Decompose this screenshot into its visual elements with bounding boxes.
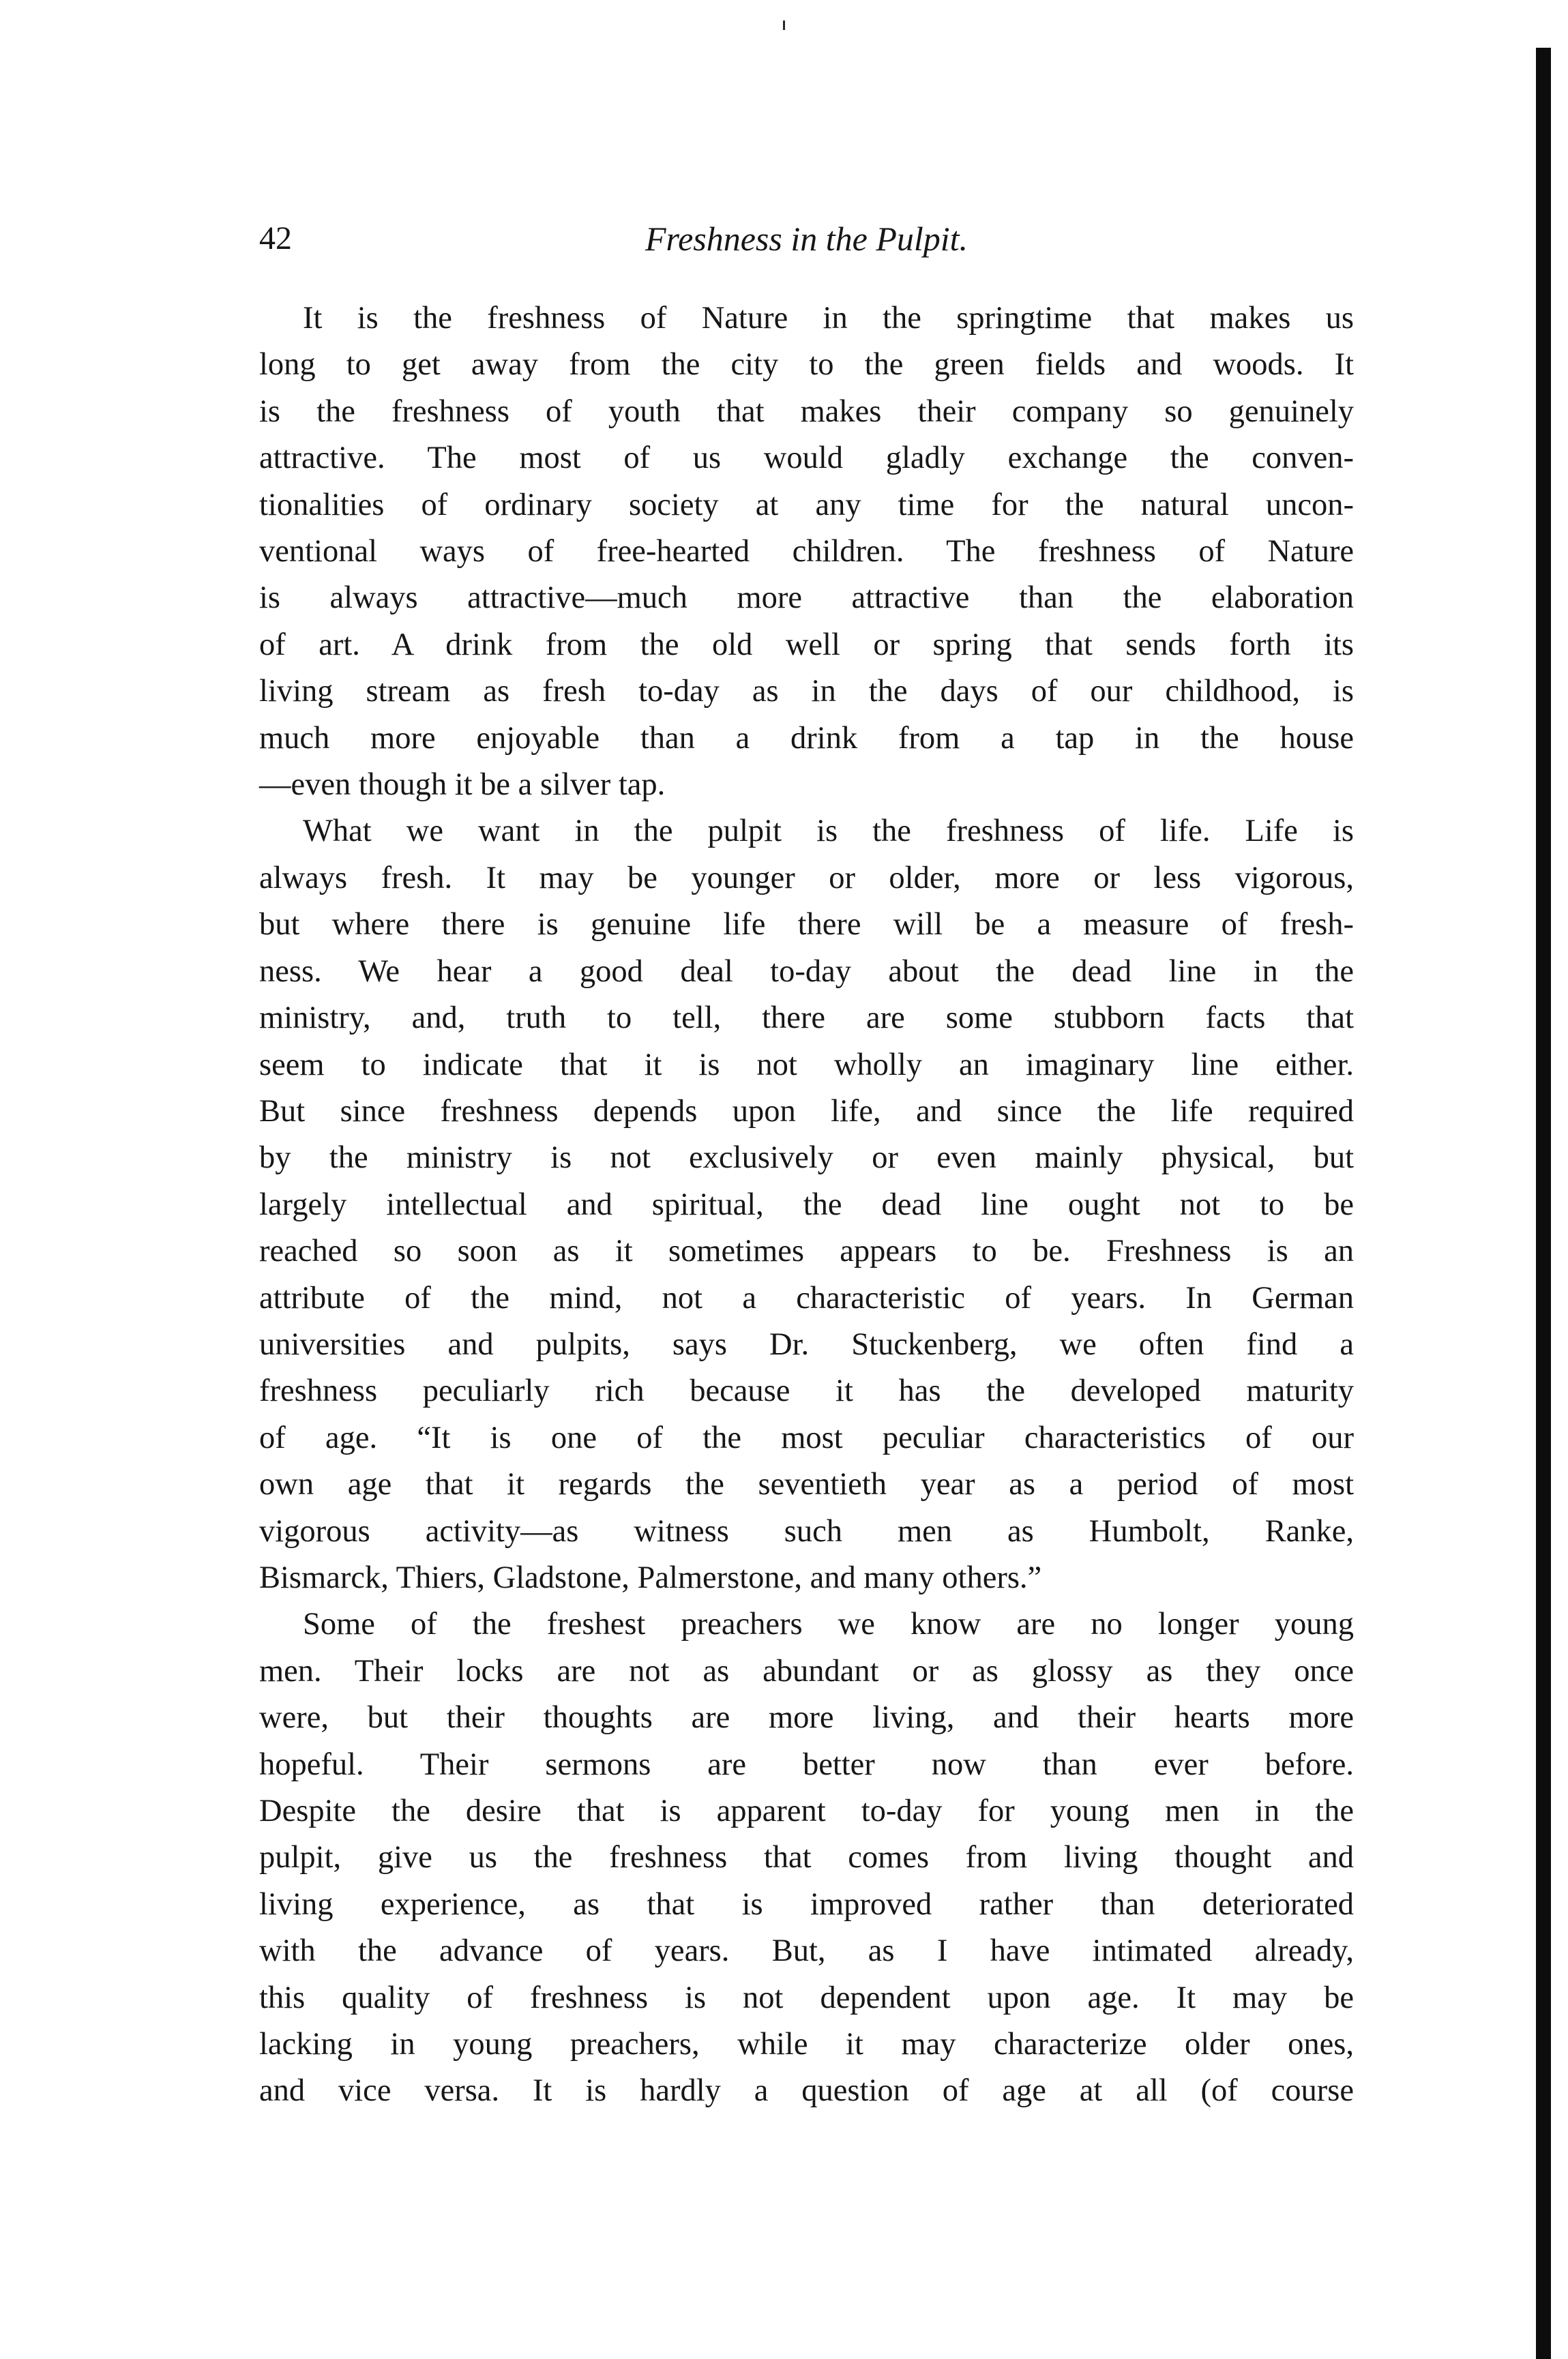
text-line: ventional ways of free-hearted children. The freshness of Nature xyxy=(259,534,1354,569)
text-line: pulpit, give us the freshness that comes from living thought and xyxy=(259,1840,1354,1875)
paragraph-2 xyxy=(259,808,1354,1601)
scan-speck xyxy=(783,20,785,30)
text-line: attribute of the mind, not a characteristic of years. In German xyxy=(259,1280,1354,1316)
text-line: always fresh. It may be younger or older, more or less vigorous, xyxy=(259,860,1354,895)
text-line: attractive. The most of us would gladly exchange the conven- xyxy=(259,441,1354,476)
text-line: universities and pulpits, says Dr. Stuckenberg, we often find a xyxy=(259,1326,1354,1362)
text-line: of art. A drink from the old well or spring that sends forth its xyxy=(259,627,1354,662)
text-line: by the ministry is not exclusively or even mainly physical, but xyxy=(259,1140,1354,1176)
page-header xyxy=(259,218,1354,259)
page-number: 42 xyxy=(259,220,292,256)
text-line: largely intellectual and spiritual, the dead line ought not to be xyxy=(259,1187,1354,1222)
text-line: ministry, and, truth to tell, there are some stubborn facts that xyxy=(259,1000,1354,1036)
text-line: were, but their thoughts are more living, and their hearts more xyxy=(259,1700,1354,1736)
text-line: vigorous activity—as witness such men as Humbolt, Ranke, xyxy=(259,1513,1354,1549)
body-text xyxy=(259,295,1354,2115)
running-title: Freshness in the Pulpit. xyxy=(645,220,968,258)
text-line: freshness peculiarly rich because it has the developed maturity xyxy=(259,1374,1354,1409)
text-line: of age. “It is one of the most peculiar characteristics of our xyxy=(259,1420,1354,1455)
text-line: is the freshness of youth that makes their company so genuinely xyxy=(259,394,1354,429)
text-line: tionalities of ordinary society at any time for the natural uncon- xyxy=(259,487,1354,522)
text-line: living stream as fresh to-day as in the days of our childhood, is xyxy=(259,674,1354,709)
scan-edge-bar xyxy=(1536,48,1551,2359)
text-line: seem to indicate that it is not wholly an imaginary line either. xyxy=(259,1047,1354,1082)
text-line: is always attractive—much more attractive than the elaboration xyxy=(259,580,1354,616)
text-line: Despite the desire that is apparent to-day for young men in the xyxy=(259,1794,1354,1828)
paragraph-1 xyxy=(259,295,1354,808)
text-line: Some of the freshest preachers we know are no longer young xyxy=(303,1607,1354,1642)
text-line: Bismarck, Thiers, Gladstone, Palmerstone, and many others.” xyxy=(259,1560,1042,1595)
text-line: reached so soon as it sometimes appears to be. Freshness is an xyxy=(259,1234,1354,1269)
text-line: lacking in young preachers, while it may characterize older ones, xyxy=(259,2027,1354,2062)
text-line: with the advance of years. But, as I have intimated already, xyxy=(259,1933,1354,1969)
paragraph-3 xyxy=(259,1601,1354,2114)
text-line: ness. We hear a good deal to-day about the dead line in the xyxy=(259,953,1354,989)
text-line: living experience, as that is improved rather than deteriorated xyxy=(259,1886,1354,1922)
text-line: and vice versa. It is hardly a question of age at all (of course xyxy=(259,2073,1354,2109)
text-line: long to get away from the city to the green fields and woods. It xyxy=(259,347,1354,383)
text-line: much more enjoyable than a drink from a tap in the house xyxy=(259,720,1354,756)
text-line: but where there is genuine life there will be a measure of fresh- xyxy=(259,907,1354,943)
text-line: —even though it be a silver tap. xyxy=(259,767,666,803)
text-line: men. Their locks are not as abundant or as glossy as they once xyxy=(259,1653,1354,1689)
text-line: hopeful. Their sermons are better now than ever before. xyxy=(259,1747,1354,1782)
text-line: It is the freshness of Nature in the springtime that makes us xyxy=(303,301,1354,336)
text-line: this quality of freshness is not dependent upon age. It may be xyxy=(259,1980,1354,2015)
text-line: But since freshness depends upon life, and since the life required xyxy=(259,1093,1354,1129)
text-line: What we want in the pulpit is the freshness of life. Life is xyxy=(303,814,1354,849)
text-line: own age that it regards the seventieth year as a period of most xyxy=(259,1467,1354,1502)
